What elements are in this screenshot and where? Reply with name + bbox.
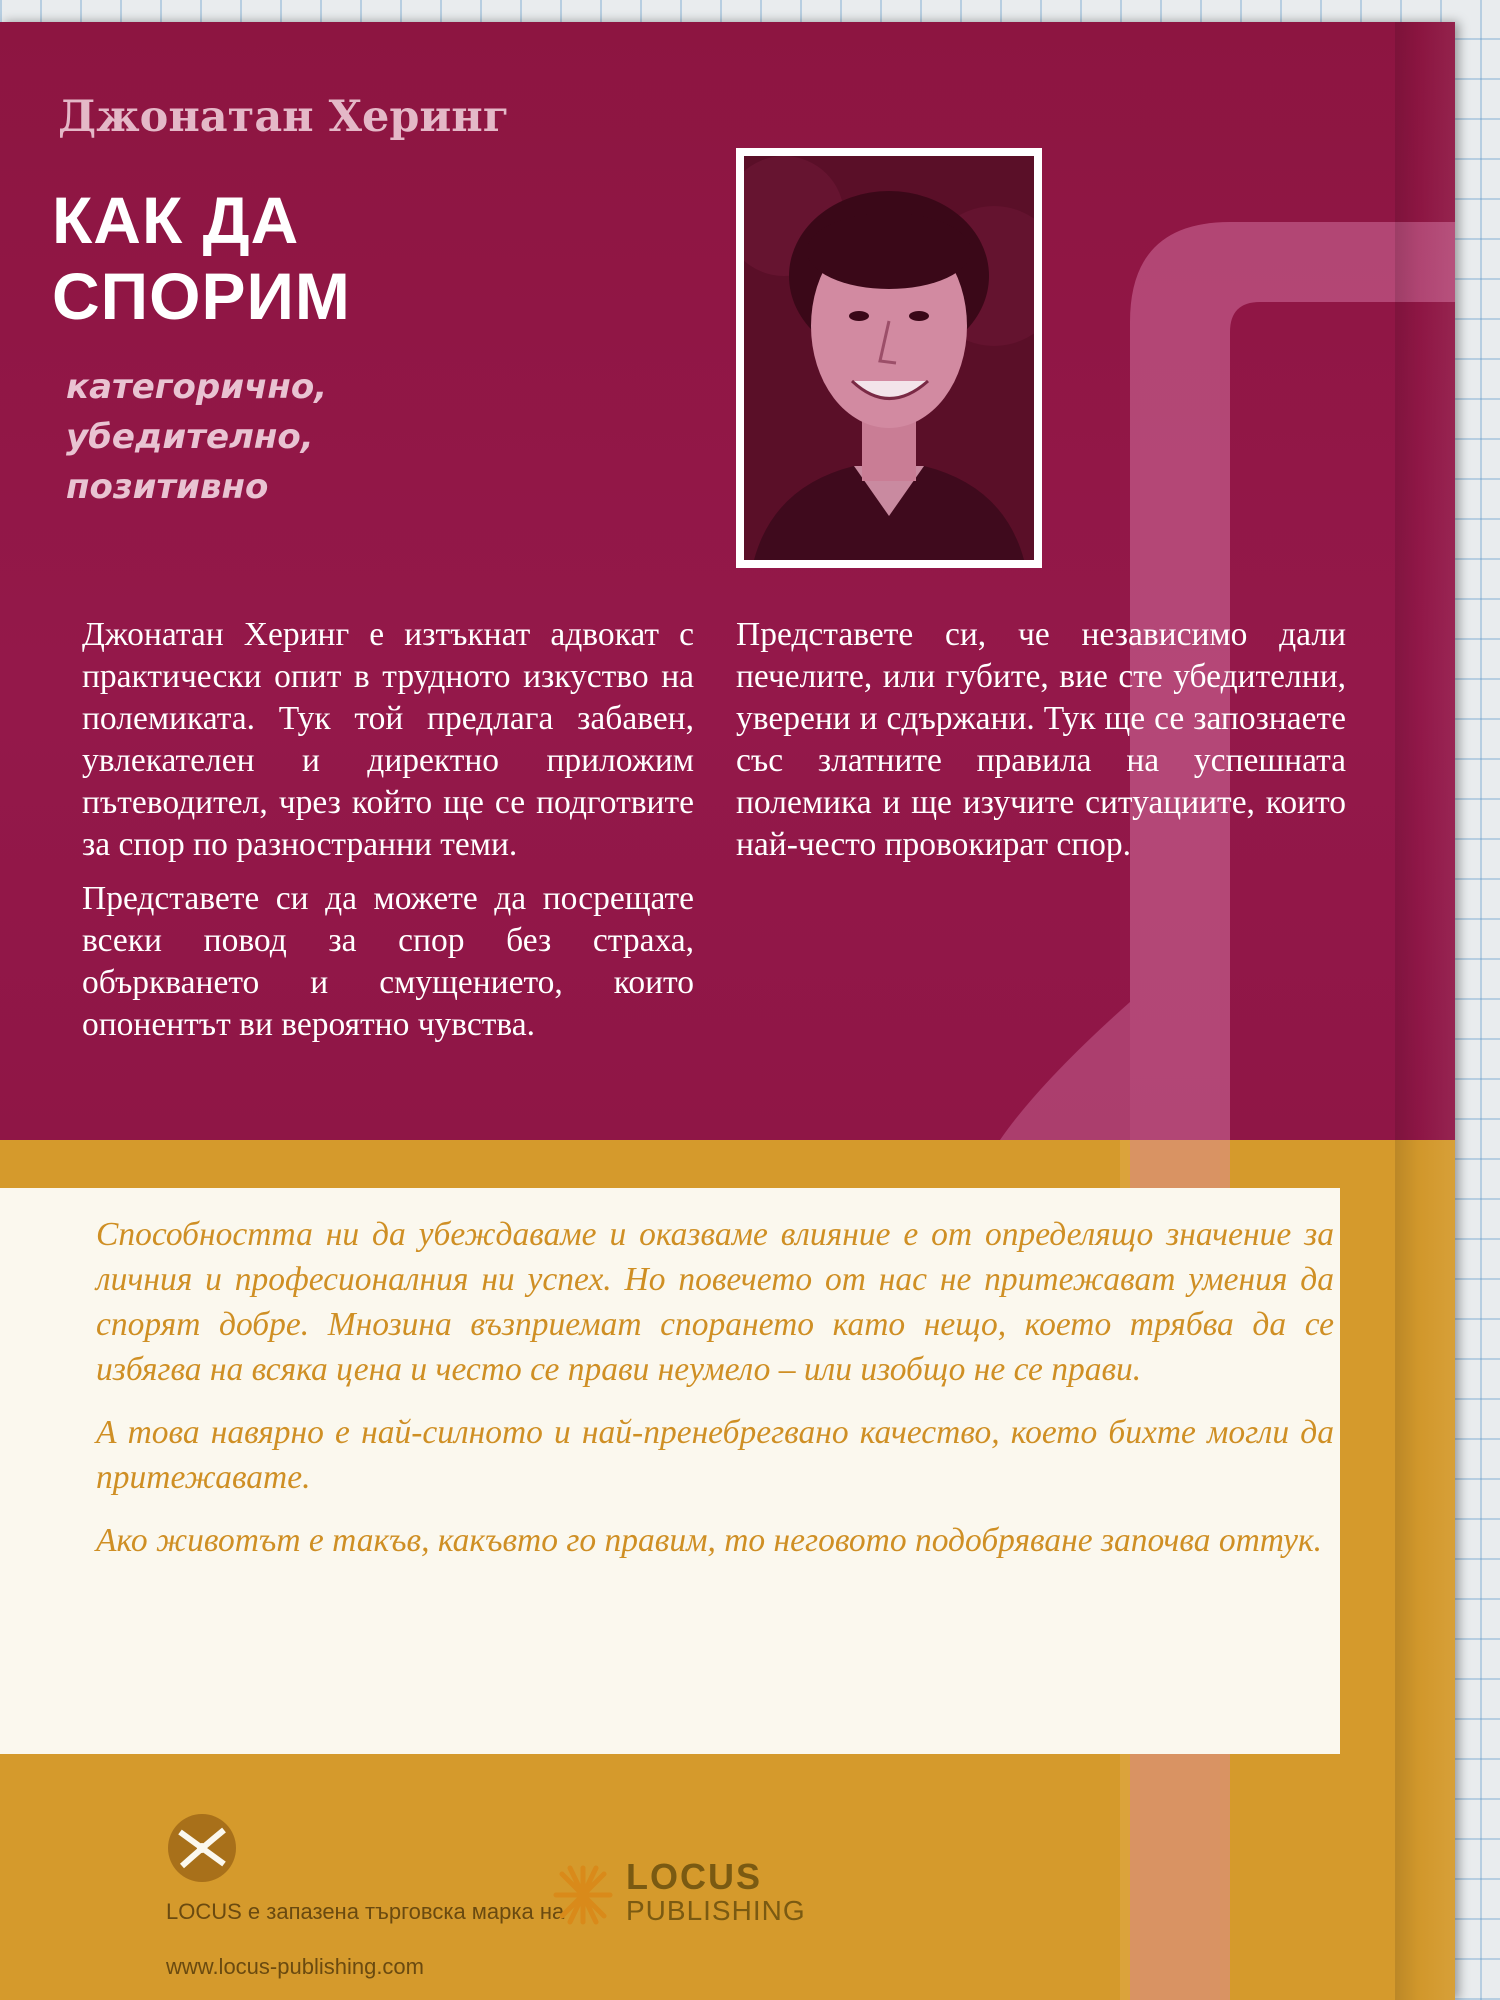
subtitle-line: убедително, xyxy=(66,417,314,457)
publisher-name-line1: LOCUS xyxy=(626,1856,762,1897)
subtitle-line: категорично, xyxy=(66,367,328,407)
book-title xyxy=(52,182,351,334)
publisher-logo-text xyxy=(626,1858,806,1926)
book-subtitle xyxy=(66,362,327,512)
quote-paragraph: А това навярно е най-силното и най-пренебрегвано качество, което бихте могли да притежавате. xyxy=(96,1414,1334,1496)
spine-shading xyxy=(1395,22,1455,2000)
quote-paragraph: Способността ни да убеждаваме и оказваме влияние е от определящо значение за личния и професионалния ни успех. Но повечето от нас не притежават умения да спорят добре. Мнозина възприемат спорането като нещо, което трябва да се избягва на всяка цена и често се прави неумело – или изобщо не се прави. xyxy=(96,1216,1334,1388)
book-back-cover xyxy=(0,22,1455,2000)
subtitle-line: позитивно xyxy=(66,467,269,507)
blurb-paragraph: Представете си да можете да посрещате всеки повод за спор без страха, объркването и смущението, които опонентът ви вероятно чувства. xyxy=(82,880,694,1043)
title-line: СПОРИМ xyxy=(52,259,351,333)
trademark-note: LOCUS е запазена търговска марка на xyxy=(166,1899,565,1924)
quote-text xyxy=(96,1212,1334,1581)
blurb-paragraph: Представете си, че независимо дали печелите, или губите, вие сте убедителни, уверени и сдържани. Тук ще се запознаете със златните правила на успешната полемика и ще изучите ситуациите, които най-често провокират спор. xyxy=(736,616,1346,863)
blurb-right-column xyxy=(736,614,1346,878)
locus-publishing-star-icon xyxy=(550,1862,616,1928)
publisher-name-line2: PUBLISHING xyxy=(626,1895,806,1926)
author-name: Джонатан Херинг xyxy=(58,92,510,142)
blurb-left-column xyxy=(82,614,694,1058)
author-photo xyxy=(736,148,1042,568)
locus-round-icon xyxy=(166,1812,238,1884)
portrait-image xyxy=(744,156,1034,560)
publisher-url: www.locus-publishing.com xyxy=(166,1954,424,1979)
quote-paragraph: Ако животът е такъв, какъвто го правим, то неговото подобряване започва оттук. xyxy=(96,1522,1323,1559)
title-line: КАК ДА xyxy=(52,183,300,257)
blurb-paragraph: Джонатан Херинг е изтъкнат адвокат с практически опит в трудното изкуство на полемиката. Тук той предлага забавен, увлекателен и директно приложим пътеводител, чрез който ще се подготвите за спор по разностранни теми. xyxy=(82,616,694,863)
